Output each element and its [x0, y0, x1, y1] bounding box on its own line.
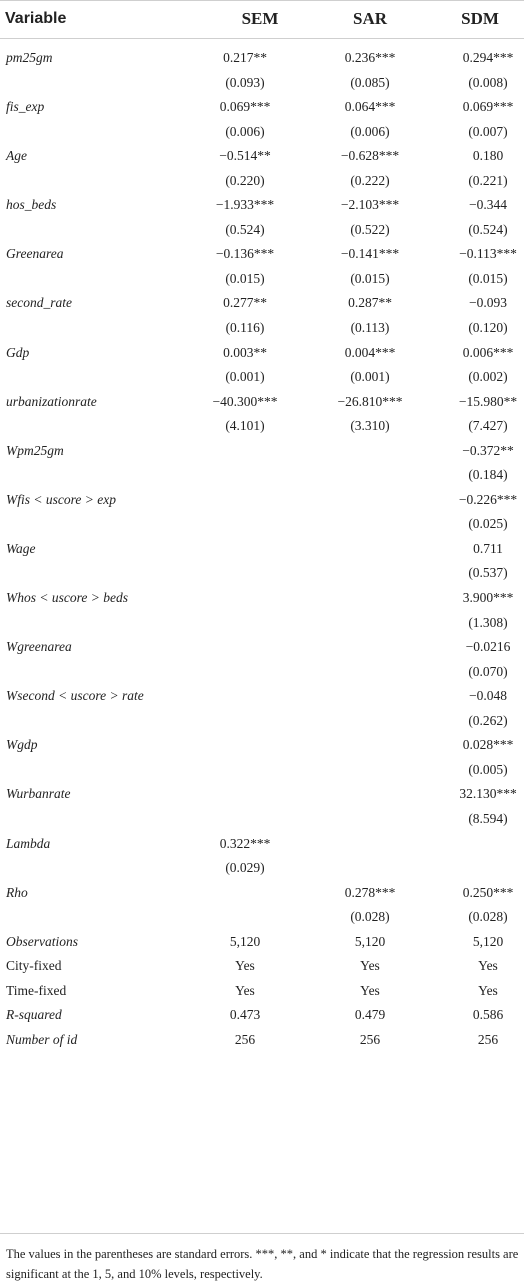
cell-sar: Yes — [360, 958, 380, 974]
cell-sdm: −0.344 — [469, 197, 507, 213]
row-label: Whos < uscore > beds — [6, 590, 128, 606]
cell-sar: −26.810*** — [337, 393, 403, 409]
cell-sdm: (0.002) — [468, 369, 508, 385]
table-row — [0, 586, 524, 611]
cell-sdm: 0.711 — [473, 540, 503, 556]
table-row — [0, 660, 524, 685]
cell-sdm: 0.006*** — [462, 344, 514, 360]
cell-sem: 0.217** — [223, 50, 267, 65]
cell-sar: (0.522) — [350, 221, 390, 237]
table-row — [0, 856, 524, 881]
header-rule — [0, 38, 524, 39]
row-label: Rho — [6, 884, 28, 900]
cell-sem: −0.136*** — [215, 246, 275, 262]
table-row — [0, 218, 524, 243]
cell-sdm: 0.294*** — [462, 50, 514, 65]
cell-sdm: (0.184) — [468, 467, 508, 483]
cell-sem: 256 — [234, 1031, 256, 1047]
table-bottom-rule — [0, 1233, 524, 1234]
cell-sar: 0.004*** — [344, 344, 396, 360]
cell-sar: −0.628*** — [340, 148, 400, 164]
cell-sem: −40.300*** — [212, 393, 278, 409]
cell-sem: (0.029) — [225, 860, 265, 876]
cell-sdm: −0.0216 — [465, 639, 511, 655]
table-row — [0, 144, 524, 169]
table-row — [0, 930, 524, 955]
cell-sem: 0.473 — [229, 1007, 261, 1023]
table-row — [0, 905, 524, 930]
cell-sdm: (0.120) — [468, 320, 508, 336]
row-label: Observations — [6, 933, 78, 949]
cell-sdm: (0.005) — [468, 761, 508, 777]
table-row — [0, 95, 524, 120]
row-label: urbanizationrate — [6, 393, 97, 409]
cell-sdm: −0.113*** — [459, 246, 517, 262]
cell-sdm: −15.980** — [458, 393, 518, 409]
cell-sdm: Yes — [478, 958, 498, 974]
cell-sdm: 256 — [477, 1031, 499, 1047]
cell-sem: (0.093) — [225, 74, 265, 90]
table-row — [0, 193, 524, 218]
cell-sar: 0.479 — [354, 1007, 386, 1023]
cell-sem: 0.069*** — [219, 99, 271, 115]
table-row — [0, 1028, 524, 1053]
row-label: Wfis < uscore > exp — [6, 491, 116, 507]
cell-sar: (0.028) — [350, 909, 390, 925]
cell-sem: (0.220) — [225, 172, 265, 188]
cell-sem: (0.001) — [225, 369, 265, 385]
cell-sar: (0.113) — [350, 320, 390, 336]
cell-sdm: (0.008) — [468, 74, 508, 90]
row-label: Gdp — [6, 344, 30, 360]
cell-sdm: 0.069*** — [462, 99, 514, 115]
table-row — [0, 169, 524, 194]
header-variable: Variable — [5, 10, 67, 27]
cell-sem: (0.015) — [225, 270, 265, 286]
cell-sdm: (7.427) — [468, 418, 508, 434]
cell-sem: −0.514** — [219, 148, 271, 164]
table-row — [0, 291, 524, 316]
table-row — [0, 611, 524, 636]
row-label: Lambda — [6, 835, 51, 851]
table-row — [0, 561, 524, 586]
cell-sem: 5,120 — [229, 933, 261, 949]
header-sdm: SDM — [461, 9, 499, 28]
cell-sdm: (0.007) — [468, 123, 508, 139]
table-row — [0, 316, 524, 341]
cell-sdm: 3.900*** — [462, 590, 514, 606]
cell-sdm: 0.250*** — [462, 884, 514, 900]
cell-sdm: (0.070) — [468, 663, 508, 679]
cell-sdm: −0.048 — [469, 688, 507, 704]
cell-sdm: (0.524) — [468, 221, 508, 237]
cell-sdm: (1.308) — [468, 614, 508, 630]
row-label: R-squared — [6, 1007, 62, 1023]
cell-sar: −2.103*** — [340, 197, 400, 213]
cell-sem: (0.006) — [225, 123, 265, 139]
cell-sem: (0.524) — [225, 221, 265, 237]
row-label: second_rate — [6, 295, 72, 311]
table-row — [0, 684, 524, 709]
cell-sdm: (0.221) — [468, 172, 508, 188]
table-row — [0, 341, 524, 366]
cell-sem: Yes — [235, 982, 255, 998]
cell-sdm: (0.537) — [468, 565, 508, 581]
cell-sdm: (0.015) — [468, 270, 508, 286]
header-sem: SEM — [241, 9, 279, 28]
cell-sdm: −0.372** — [462, 442, 514, 458]
cell-sdm: 5,120 — [472, 933, 504, 949]
row-label: Wpm25gm — [6, 442, 64, 458]
cell-sdm: (0.262) — [468, 712, 508, 728]
row-label: City-fixed — [6, 958, 62, 974]
table-row — [0, 537, 524, 562]
table-row — [0, 979, 524, 1004]
row-label: pm25gm — [6, 50, 53, 65]
row-label: Time-fixed — [6, 982, 67, 998]
cell-sdm: (0.025) — [468, 516, 508, 532]
cell-sdm: 0.586 — [472, 1007, 504, 1023]
table-row — [0, 512, 524, 537]
cell-sem: (0.116) — [225, 320, 265, 336]
row-label: Age — [6, 148, 27, 164]
cell-sem: 0.277** — [223, 295, 267, 311]
cell-sar: 5,120 — [354, 933, 386, 949]
row-label: Wage — [6, 540, 36, 556]
row-label: Wsecond < uscore > rate — [6, 688, 144, 704]
cell-sar: 0.278*** — [344, 884, 396, 900]
cell-sdm: 0.028*** — [462, 737, 514, 753]
cell-sem: 0.322*** — [219, 835, 271, 851]
row-label: Wurbanrate — [6, 786, 71, 802]
table-body — [0, 46, 524, 1052]
table-row — [0, 807, 524, 832]
table-row — [0, 71, 524, 96]
table-row — [0, 46, 524, 71]
cell-sdm: 32.130*** — [459, 786, 517, 802]
table-row — [0, 733, 524, 758]
table-row — [0, 488, 524, 513]
cell-sar: 256 — [359, 1031, 381, 1047]
table-row — [0, 832, 524, 857]
cell-sem: (4.101) — [225, 418, 265, 434]
row-label: fis_exp — [6, 99, 45, 115]
row-label: Wgdp — [6, 737, 38, 753]
cell-sar: −0.141*** — [340, 246, 400, 262]
row-label: hos_beds — [6, 197, 57, 213]
cell-sdm: (0.028) — [468, 909, 508, 925]
table-row — [0, 635, 524, 660]
table-row — [0, 120, 524, 145]
table-row — [0, 242, 524, 267]
cell-sem: −1.933*** — [215, 197, 275, 213]
table-row — [0, 1003, 524, 1028]
table-row — [0, 365, 524, 390]
table-row — [0, 267, 524, 292]
cell-sdm: −0.226*** — [458, 491, 518, 507]
cell-sar: (0.222) — [350, 172, 390, 188]
header-sar: SAR — [352, 9, 387, 28]
table-row — [0, 782, 524, 807]
table-footnote: The values in the parentheses are standard errors. ***, **, and * indicate that the regression results are significant at the 1, 5, and 10% levels, respectively. — [6, 1247, 519, 1281]
table-row — [0, 463, 524, 488]
table-row — [0, 881, 524, 906]
table-row — [0, 758, 524, 783]
cell-sdm: 0.180 — [472, 148, 504, 164]
row-label: Number of id — [6, 1031, 78, 1047]
table-row — [0, 414, 524, 439]
cell-sar: Yes — [360, 982, 380, 998]
table-row — [0, 439, 524, 464]
cell-sem: 0.003** — [223, 344, 267, 360]
cell-sar: (0.085) — [350, 74, 390, 90]
cell-sar: 0.064*** — [344, 99, 396, 115]
cell-sdm: Yes — [478, 982, 498, 998]
table-row — [0, 709, 524, 734]
row-label: Greenarea — [6, 246, 64, 262]
table-row — [0, 954, 524, 979]
cell-sar: (3.310) — [350, 418, 390, 434]
cell-sar: (0.006) — [350, 123, 390, 139]
row-label: Wgreenarea — [6, 639, 72, 655]
cell-sar: (0.001) — [350, 369, 390, 385]
cell-sem: Yes — [235, 958, 255, 974]
table-row — [0, 390, 524, 415]
cell-sdm: −0.093 — [469, 295, 507, 311]
cell-sar: 0.236*** — [344, 50, 396, 65]
cell-sar: 0.287** — [348, 295, 392, 311]
cell-sdm: (8.594) — [468, 810, 508, 826]
cell-sar: (0.015) — [350, 270, 390, 286]
